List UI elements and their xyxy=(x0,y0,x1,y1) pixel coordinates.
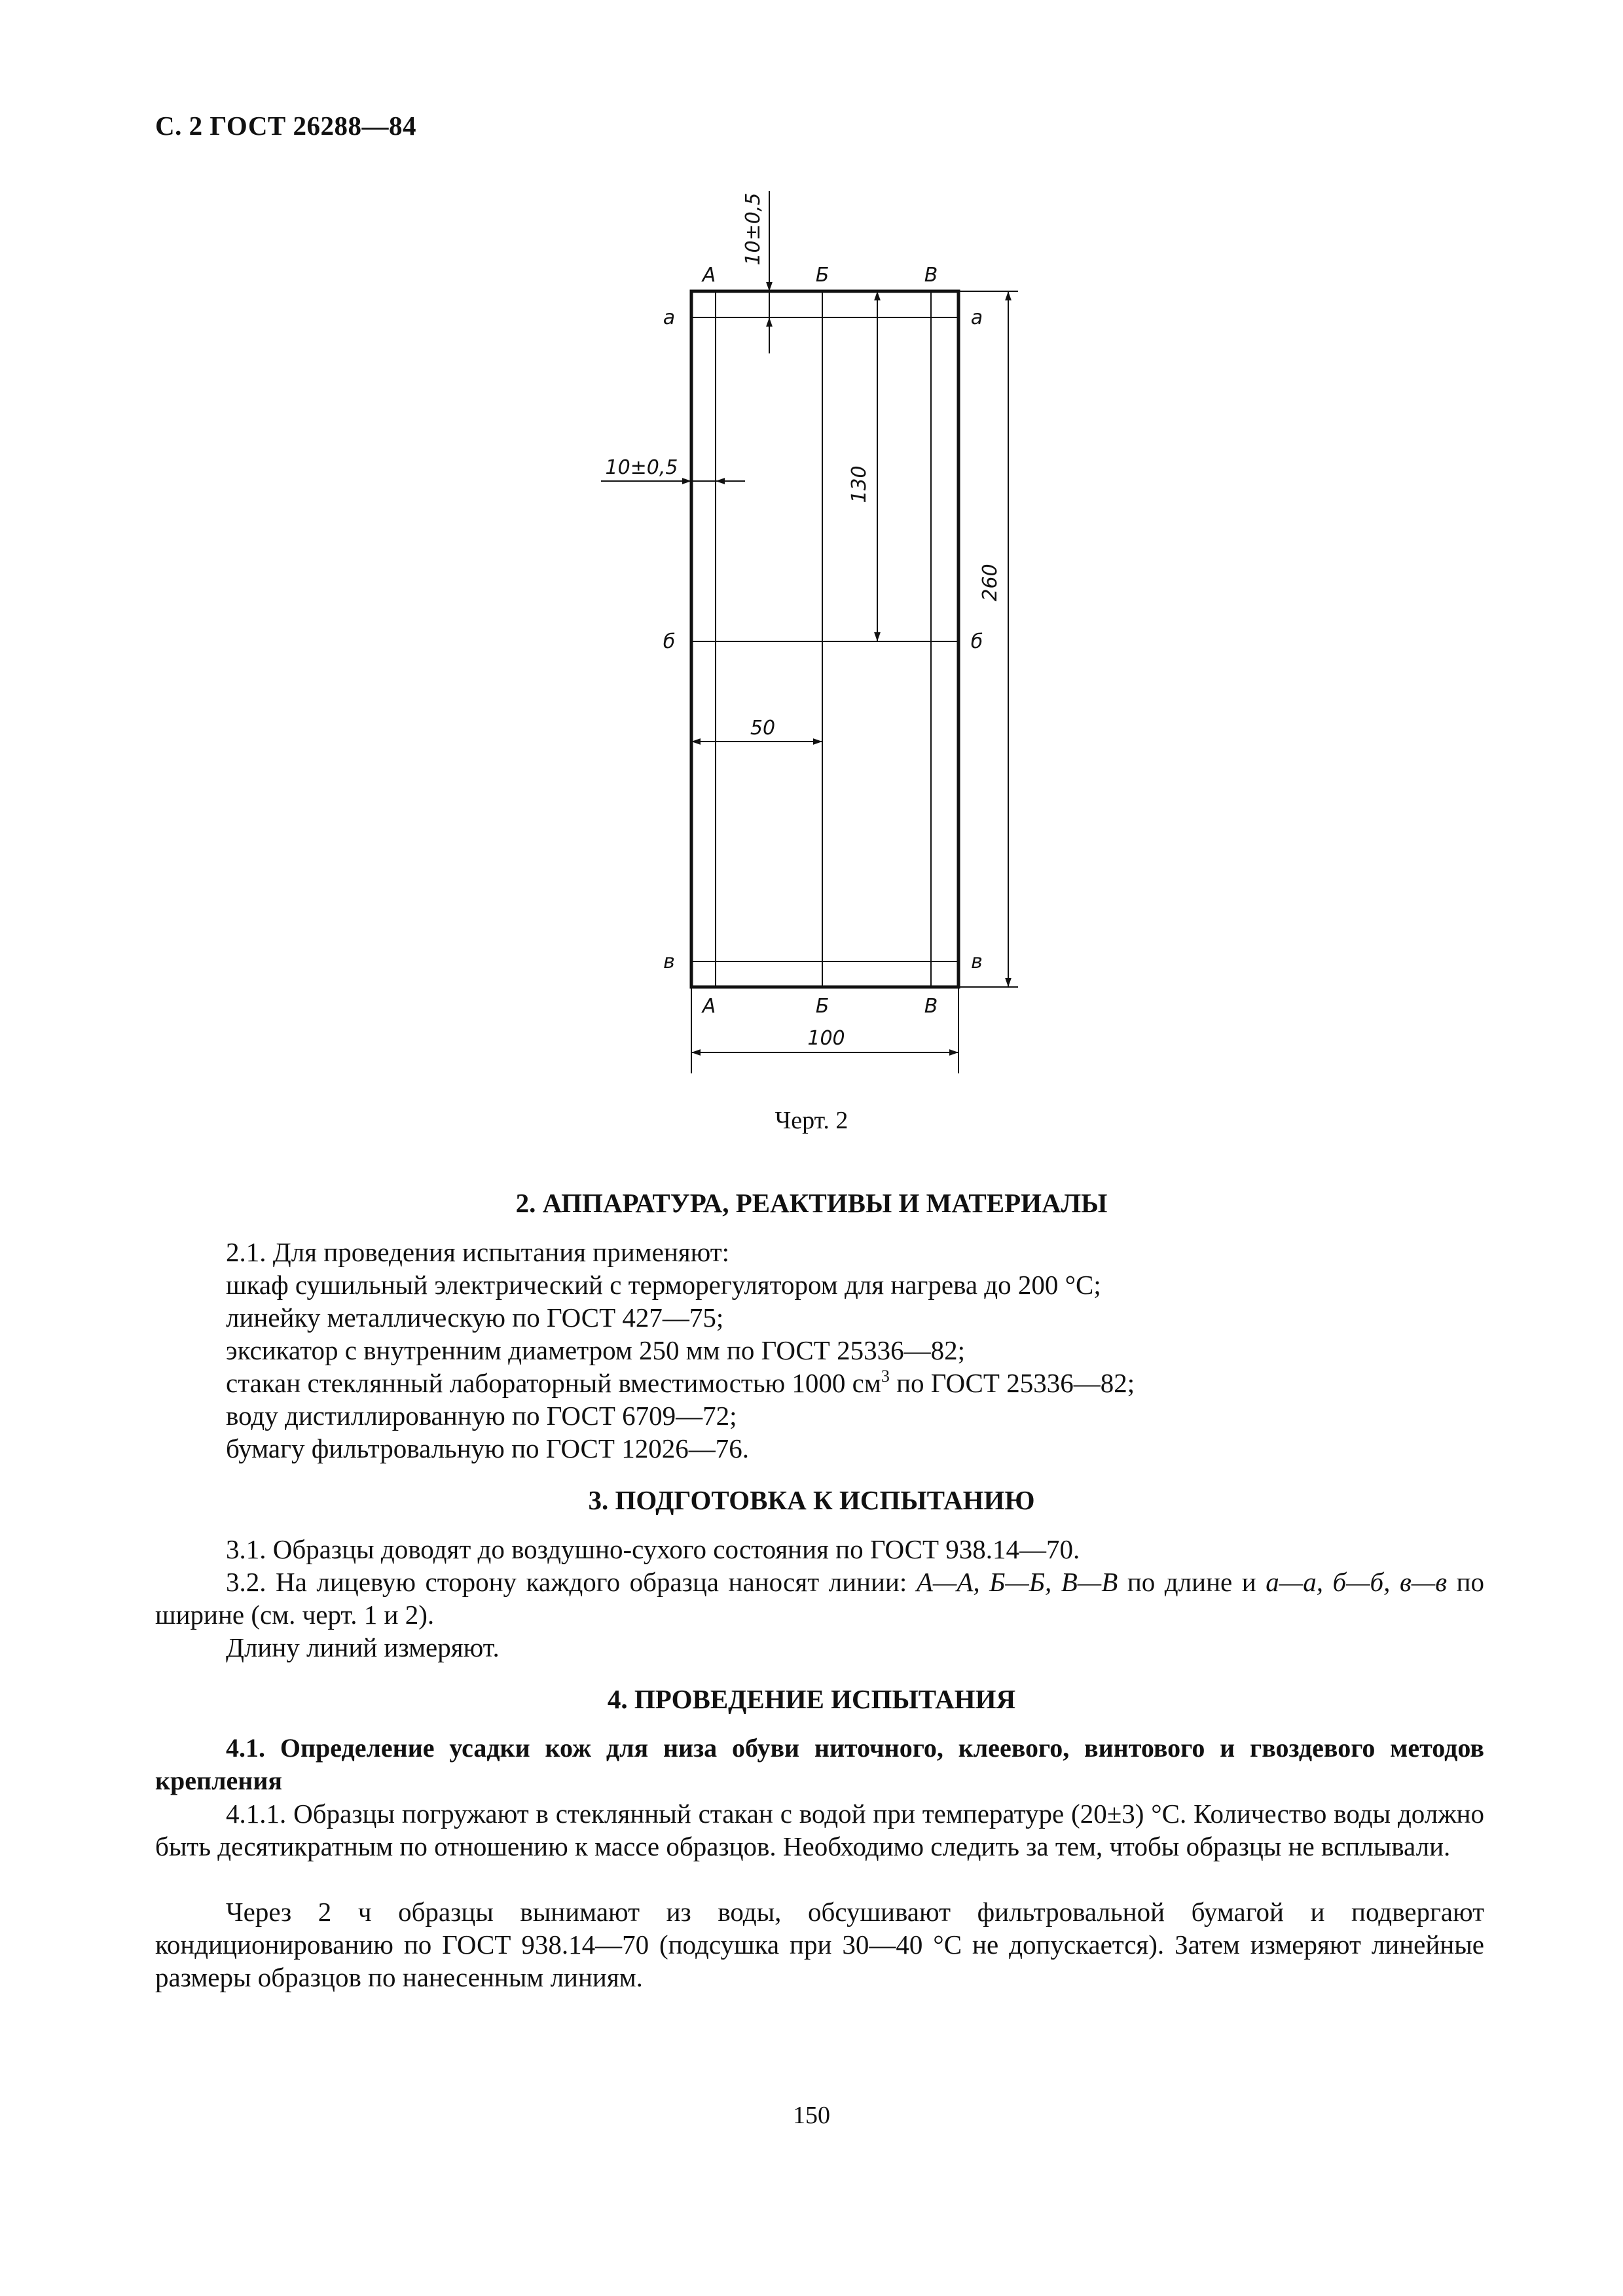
dim-label-130: 130 xyxy=(848,465,871,503)
glass-item-sup: 3 xyxy=(881,1367,890,1386)
equipment-item: воду дистиллированную по ГОСТ 6709—72; xyxy=(226,1401,737,1431)
section-4-p1-text: 4.1.1. Образцы погружают в стеклянный стакан с водой при температуре (20±3) °С. Количество воды должно быть десятикратным по отношению к массе образцов. Необходимо следить за тем, чтобы образцы не всплывали. xyxy=(155,1799,1484,1861)
section-2-intro: 2.1. Для проведения испытания применяют: xyxy=(226,1237,730,1267)
equipment-item: шкаф сушильный электрический с терморегулятором для нагрева до 200 °С; xyxy=(226,1270,1101,1300)
section-4-subtitle xyxy=(155,1732,1484,1797)
section-4-p1 xyxy=(155,1797,1484,1863)
section-3-p2-lines-long: А—А, Б—Б, В—В xyxy=(916,1567,1118,1597)
section-3-p2-mid: по длине и xyxy=(1118,1567,1266,1597)
section-3-p2-lines-cross: а—а, б—б, в—в xyxy=(1266,1567,1448,1597)
specimen-outline xyxy=(691,291,958,987)
section-3-p2 xyxy=(155,1566,1484,1631)
section-4-p2-text: Через 2 ч образцы вынимают из воды, обсушивают фильтровальной бумагой и подвергают кондиционированию по ГОСТ 938.14—70 (подсушка при 30—40 °С не допускается). Затем измеряют линейные размеры образцов по нанесенным линиям. xyxy=(155,1897,1484,1992)
label-top-V: В xyxy=(924,264,938,287)
label-top-B: Б xyxy=(815,264,830,287)
label-bottom-B: Б xyxy=(815,995,830,1018)
label-bottom-V: В xyxy=(924,995,938,1018)
label-b-left: б xyxy=(663,630,676,653)
dim-label-side-offset: 10±0,5 xyxy=(605,456,678,479)
glass-item-text: стакан стеклянный лабораторный вместимостью 1000 см xyxy=(226,1368,881,1398)
label-a-right: а xyxy=(970,306,983,329)
section-3-title: 3. ПОДГОТОВКА К ИСПЫТАНИЮ xyxy=(588,1485,1035,1515)
page-number: 150 xyxy=(793,2102,830,2129)
label-v-left: в xyxy=(663,950,675,973)
equipment-item: бумагу фильтровальную по ГОСТ 12026—76. xyxy=(226,1433,749,1463)
glass-item-text-end: по ГОСТ 25336—82; xyxy=(889,1368,1135,1398)
label-v-right: в xyxy=(971,950,983,973)
equipment-item: эксикатор с внутренним диаметром 250 мм по ГОСТ 25336—82; xyxy=(226,1335,965,1365)
section-2-title: 2. АППАРАТУРА, РЕАКТИВЫ И МАТЕРИАЛЫ xyxy=(515,1188,1108,1218)
section-4-p2 xyxy=(155,1895,1484,1994)
section-4-title: 4. ПРОВЕДЕНИЕ ИСПЫТАНИЯ xyxy=(607,1684,1016,1714)
section-3-p1: 3.1. Образцы доводят до воздушно-сухого состояния по ГОСТ 938.14—70. xyxy=(226,1534,1080,1564)
section-3-p2-start: 3.2. На лицевую сторону каждого образца наносят линии: xyxy=(226,1567,917,1597)
section-4-subtitle-text: 4.1. Определение усадки кож для низа обуви ниточного, клеевого, винтового и гвоздевого методов крепления xyxy=(155,1733,1484,1795)
figure-caption: Черт. 2 xyxy=(775,1107,848,1134)
section-3-p2-end: по ширине (см. черт. 1 и 2). xyxy=(155,1567,1484,1630)
dim-label-260: 260 xyxy=(979,564,1002,601)
page-header: С. 2 ГОСТ 26288—84 xyxy=(155,111,417,141)
equipment-item: линейку металлическую по ГОСТ 427—75; xyxy=(226,1302,724,1333)
dim-label-50: 50 xyxy=(750,717,776,740)
dim-label-top-offset: 10±0,5 xyxy=(742,192,765,266)
label-b-right: б xyxy=(970,630,983,653)
equipment-item-glass xyxy=(226,1367,1135,1399)
dim-label-100: 100 xyxy=(807,1027,845,1050)
section-3-p3: Длину линий измеряют. xyxy=(226,1632,500,1662)
label-top-A: А xyxy=(702,264,716,287)
label-bottom-A: А xyxy=(702,995,716,1018)
label-a-left: а xyxy=(663,306,676,329)
